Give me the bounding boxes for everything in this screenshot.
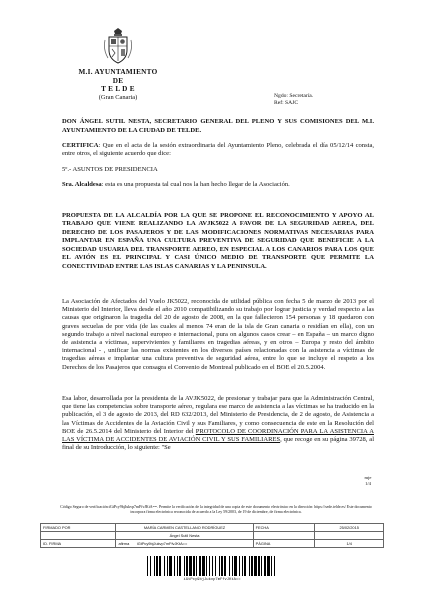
org-name: M.I. AYUNTAMIENTO bbox=[78, 68, 158, 76]
fecha-value: 25/02/2015 bbox=[315, 524, 384, 532]
table-row bbox=[41, 540, 384, 548]
protocol-title: PROTOCOLO DE COORDINACIÓN PARA LA ASISTENCIA A LAS VÍCTIMA DE ACCIDENTES DE AVIACIÓN CIVIL Y SUS FAMILIARES bbox=[62, 427, 374, 444]
reference: Ref: SAJC bbox=[274, 100, 299, 106]
signer-2: Ángel Sutil Nesta bbox=[116, 532, 253, 540]
reference-block bbox=[274, 93, 313, 107]
barcode-text: iGtPcy9bjJukvp7mFfvJKtA== bbox=[183, 578, 241, 582]
id-firma-code: iGtPcy9bjJukvp7mFfvJKtA== bbox=[136, 541, 188, 546]
signer-1: MARÍA CARMEN CASTELLANO RODRÍGUEZ bbox=[116, 524, 253, 532]
org-city: T E L D E bbox=[101, 85, 135, 94]
id-firma-value: afirma bbox=[118, 541, 130, 546]
certifier-heading: DON ÁNGEL SUTIL NESTA, SECRETARIO GENERAL DEL PLENO Y SUS COMISIONES DEL M.I. AYUNTAMIENTO DE LA CIUDAD DE TELDE. bbox=[62, 118, 374, 134]
section-title: 5º.- ASUNTOS DE PRESIDENCIA bbox=[62, 166, 158, 173]
paragraph-labor bbox=[62, 395, 374, 452]
table-row bbox=[41, 524, 384, 532]
id-firma-label: ID. FIRMA bbox=[41, 540, 116, 548]
paragraph-association: La Asociación de Afectados del Vuelo JK5022, reconocida de utilidad pública con fecha 5 de marzo de 2013 por el Ministerio del Interior, lleva desde el año 2010 compatibilizando su trabajo por lograr justicia y verdad respecto a las causas que originaron la tragedia del 20 de agosto de 2008, en la que fallecieron 154 personas y 18 quedaron con graves secuelas de por vida (de las cuales al menos 74 eran de la isla de Gran canaria o residían en ella), con un segundo trabajo a nivel nacional europeo e internacional, pura on algunos casos crear – en España – un marco digno de asistencia a víctimas, supervivientes y familiares en tragedias aéreas, y en otros – Europa y resto del ámbito internacional - , unificar las normas existentes en los diversos países relacionadas con la asistencia a víctimas de tragedias aéreas e implantar una cultura preventiva de seguridad aérea, entre lo que se incluye el respeto a los Derechos de los Pasajeros que consagra el Convenio de Montreal publicado en el BOE el 20.5.2004. bbox=[62, 298, 374, 371]
alcaldesa-label: Sra. Alcaldesa bbox=[62, 181, 102, 188]
proposal-heading: PROPUESTA DE LA ALCALDÍA POR LA QUE SE PROPONE EL RECONOCIMIENTO Y APOYO AL TRABAJO QUE VIENE REALIZANDO LA AVJK5022 A FAVOR DE LA SEGURIDAD AEREA, DEL DERECHO DE LOS PASAJEROS Y DE LAS MODIFICACIONES NORMATIVAS NECESARIAS PARA IMPLANTAR EN ESPAÑA UNA CULTURA PREVENTIVA DE SEGURIDAD QUE BENEFICIE A LA SOCIEDAD USUARIA DEL TRANSPORTE AEREO, EN ESPECIAL A LOS CANARIOS PARA LOS QUE EL AVIÓN ES EL PRINCIPAL Y CASI ÚNICO MEDIO DE TRANSPORTE QUE PERMITE LA CONECTIVIDAD ENTRE LAS ISLAS CANARIAS Y LA PENINSULA. bbox=[62, 212, 374, 270]
page-reference bbox=[361, 475, 375, 487]
paragraph-labor-start: Esa labor, desarrollada por la presidenta de la AVJK5022, de presionar y trabajar para que la Administración Central, que tiene las competencias sobre transporte aéreo, regulara ese marco de asistencia a las víctimas se ha traducido en la publicación, el 3 de agosto de 2013, del RD 632/2013, del Ministerio de Presidencia, de 2 de agosto, de Asistencia a las Víctimas de Accidentes de la Aviación Civil y sus Familiares, y como consecuencia de este en la Resolución del BOE de 26.5.2014 del Ministerio del Interior del bbox=[62, 395, 374, 435]
paragraph-labor-end: , que recoge en su página 39728, al final de su Introducción, lo siguiente: "Se bbox=[62, 436, 375, 452]
pagina-label: PÁGINA bbox=[253, 540, 315, 548]
verification-note: Código Seguro de verificación:iGtPcy9bjJukvp7mFfvJKtA==. Permite la verificación de la integridad de una copia de este documento electrónico en la dirección: https://sede.telde.es/ Este documento incorpora firma electrónica reconocida de acuerdo a la Ley 59/2003, de 19 de diciembre, de firma electrónica. bbox=[60, 505, 372, 514]
barcode-icon bbox=[147, 556, 277, 576]
table-row bbox=[41, 532, 384, 540]
coat-of-arms-icon bbox=[103, 28, 133, 64]
organization-block bbox=[62, 68, 174, 102]
org-region: (Gran Canaria) bbox=[98, 93, 138, 101]
negociado: Ngdo: Secretaría. bbox=[274, 93, 314, 99]
alcaldesa-text: : esta es una propuesta tal cual nos la han hecho llegar de la Asociación. bbox=[101, 181, 290, 188]
certifica-text: : Que en el acta de la sesión extraordinaria del Ayuntamiento Pleno, celebrada el día 05/12/14 consta, entre otros, el siguiente acuerdo que dice: bbox=[62, 142, 374, 158]
page-initials: mje bbox=[364, 475, 372, 480]
certifica-label: CERTIFICA bbox=[62, 142, 99, 149]
signature-table bbox=[40, 523, 384, 548]
fecha-label: FECHA bbox=[253, 524, 315, 532]
org-de: DE bbox=[112, 76, 124, 85]
firmado-por-label: FIRMADO POR bbox=[41, 524, 116, 532]
certifica-paragraph bbox=[62, 142, 374, 158]
pagina-value: 1/4 bbox=[315, 540, 384, 548]
page-number: 1/4 bbox=[365, 481, 371, 486]
alcaldesa-remark bbox=[62, 181, 374, 189]
